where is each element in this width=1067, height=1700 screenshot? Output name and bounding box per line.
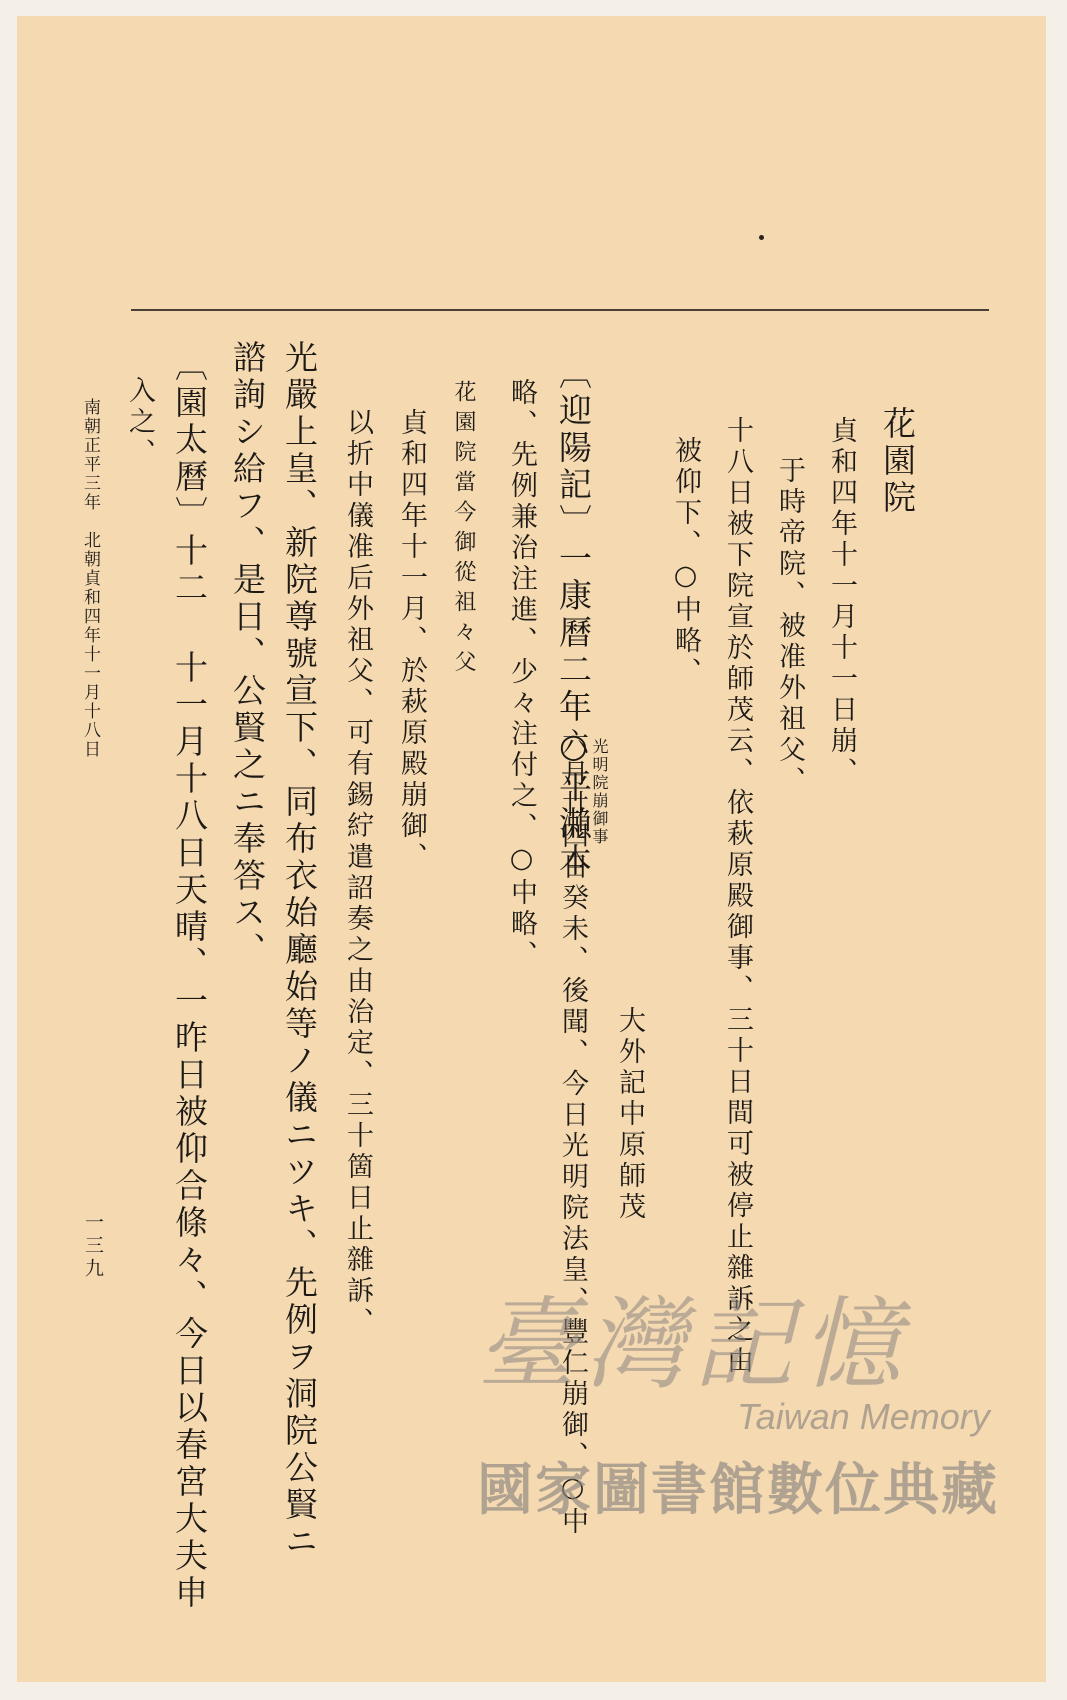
source-citation: 〔園太曆〕十二 十一月十八日天晴、一昨日被仰合條々、今日以春宮大夫申	[170, 348, 209, 1612]
summary-line: 諮詢シ給フ、是日、公賢之ニ奉答ス、	[228, 340, 267, 969]
header-rule	[131, 309, 989, 311]
watermark-title: 臺灣記憶	[477, 1286, 909, 1403]
page-number: 一三九	[82, 1212, 104, 1281]
document-page	[17, 16, 1046, 1682]
ink-dot	[759, 235, 764, 240]
text-line: 貞和四年十一月、於萩原殿崩御、	[396, 408, 427, 873]
text-line: 花園院當今御從祖々父	[451, 380, 476, 680]
author-line: 大外記中原師茂	[614, 1006, 645, 1223]
header-title: 花園院	[878, 406, 917, 517]
text-line: 入之、	[124, 376, 155, 469]
text-line: 于時帝院、被准外祖父、	[774, 456, 805, 797]
source-citation: 〔迎陽記〕一康曆二年○平瀨本	[554, 356, 593, 880]
text-line: 六月廿四日癸未、後聞、今日光明院法皇、豐仁崩御、○中	[557, 728, 588, 1538]
watermark-institution: 國家圖書館數位典藏	[477, 1458, 999, 1521]
text-line: 以折中儀准后外祖父、可有錫紵遣詔奏之由治定、三十箇日止雜訴、	[342, 408, 373, 1338]
text-line: 略、先例兼治注進、少々注付之、○中略、	[506, 378, 537, 971]
text-line: 被仰下、○中略、	[670, 436, 701, 688]
summary-line: 光嚴上皇、新院尊號宣下、同布衣始廳始等ノ儀ニツキ、先例ヲ洞院公賢ニ	[280, 340, 319, 1561]
footer-date: 南朝正平三年 北朝貞和四年十一月十八日	[80, 398, 100, 759]
text-line: 貞和四年十一月十一日崩、	[826, 416, 857, 788]
watermark-subtitle: Taiwan Memory	[737, 1396, 990, 1437]
section-note: 光明院崩御事	[590, 738, 609, 846]
text-line: 十八日被下院宣於師茂云、依萩原殿御事、三十日間可被停止雜訴之由	[722, 416, 753, 1377]
